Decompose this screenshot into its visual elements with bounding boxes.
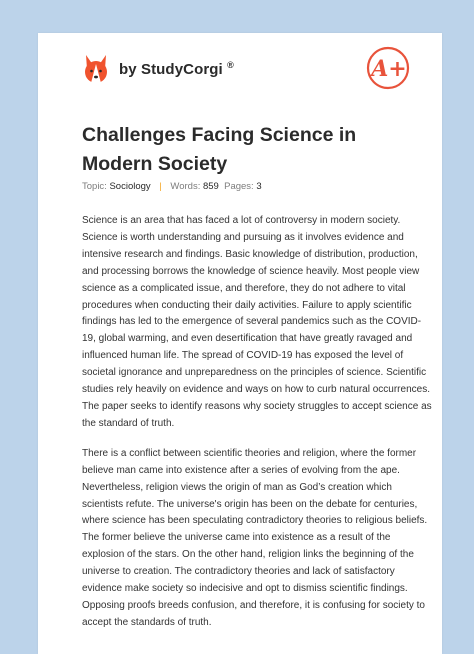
brand-name: by StudyCorgi xyxy=(119,61,223,78)
meta-separator: | xyxy=(159,181,162,192)
paragraph: Science is an area that has faced a lot of controversy in modern society. Science is worth understanding and pursuing as it involves evidence and intensive research and findings. Basic knowledge of distribution, production, and processing borrows the knowledge of science heavily. Most people view science as a complicated issue, and therefore, they do not adhere to vital procedures when conducting their daily activities. Failure to apply scientific findings has led to the emergence of several pandemics such as the COVID-19, global warming, and even desertification that have greatly ravaged and influenced human life. The spread of COVID-19 has exposed the level of societal ignorance and unpreparedness on the principles of science. Scientific studies rely heavily on evidence and ways on how to curb natural occurrences. The paper seeks to identify reasons why society struggles to accept science as the standard of truth. xyxy=(82,215,432,429)
words-count: 859 xyxy=(202,181,219,192)
pages-label: Pages: xyxy=(224,181,254,192)
a-plus-grade-icon xyxy=(365,43,413,91)
grade-label: A+ xyxy=(371,56,407,82)
registered-mark: ® xyxy=(227,60,234,70)
pages-count: 3 xyxy=(256,181,262,192)
words-label: Words: xyxy=(170,181,201,192)
topic-link[interactable]: Sociology xyxy=(109,181,151,192)
document-body xyxy=(82,213,432,645)
document-meta xyxy=(82,181,262,192)
document-page xyxy=(38,33,442,654)
corgi-logo-icon xyxy=(82,53,110,85)
brand-header[interactable] xyxy=(82,53,234,85)
topic-label: Topic: xyxy=(82,181,107,192)
paragraph: There is a conflict between scientific theories and religion, where the former believe man came into existence after a series of evolving from the ape. Nevertheless, religion views the origin of man as God’s creation which scientists refute. The universe's origin has been on the debate for centuries, where science has been speculating contradictory theories to religious beliefs. The former believe the universe came into existence as a result of the explosion of the stars. On the other hand, religion links the beginning of the universe to creation. The contradictory theories and lack of satisfactory evidence make society so indecisive and opt to dismiss scientific findings. Opposing proofs breeds confusion, and therefore, it is confusing for society to accept the standards of truth. xyxy=(82,447,428,628)
page-title: Challenges Facing Science in Modern Society xyxy=(82,124,357,175)
